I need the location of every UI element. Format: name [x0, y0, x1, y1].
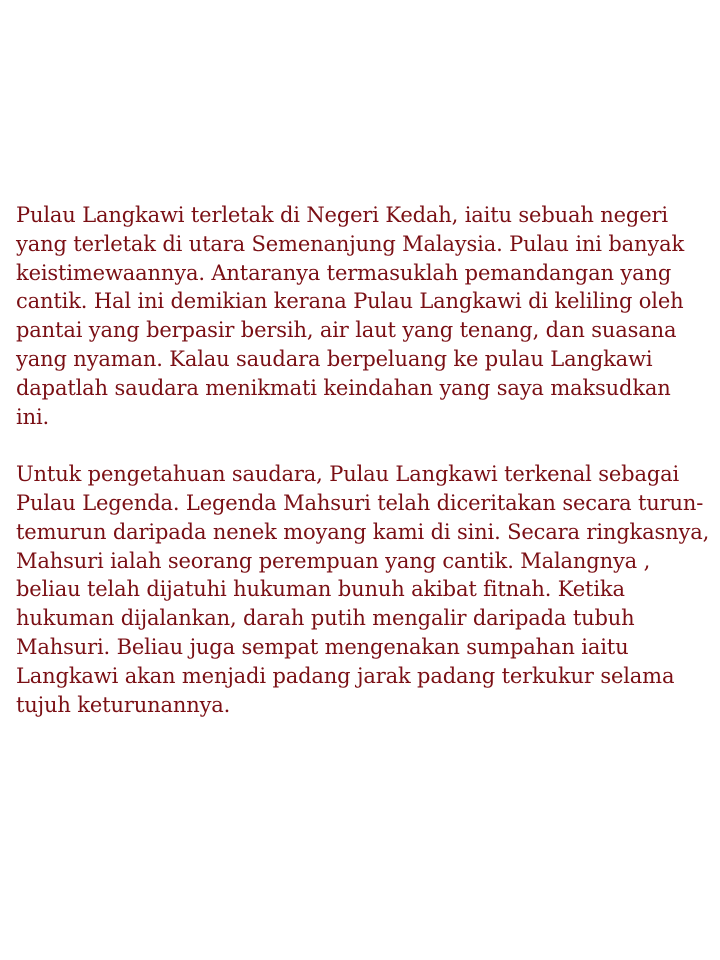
paragraph-line: Pulau Langkawi terletak di Negeri Kedah, iaitu sebuah negeri: [16, 203, 668, 227]
paragraph-line: Untuk pengetahuan saudara, Pulau Langkawi terkenal sebagai: [16, 462, 680, 487]
paragraph-line: Mahsuri ialah seorang perempuan yang cantik. Malangnya ,: [16, 548, 651, 573]
paragraph-langkawi-intro: [16, 201, 716, 431]
paragraph-line: pantai yang berpasir bersih, air laut yang tenang, dan suasana: [16, 318, 677, 343]
paragraph-line: Langkawi akan menjadi padang jarak padang terkukur selama: [16, 663, 675, 688]
paragraph-mahsuri-legend: [16, 460, 716, 719]
paragraph-line: ini.: [16, 404, 50, 429]
document-body: [16, 201, 716, 719]
paragraph-line: keistimewaannya. Antaranya termasuklah pemandangan yang: [16, 260, 672, 285]
paragraph-line: temurun daripada nenek moyang kami di sini. Secara ringkasnya,: [16, 519, 710, 544]
paragraph-line: dapatlah saudara menikmati keindahan yang saya maksudkan: [16, 375, 671, 400]
paragraph-line: yang terletak di utara Semenanjung Malaysia. Pulau ini banyak: [16, 231, 685, 256]
paragraph-line: Mahsuri. Beliau juga sempat mengenakan sumpahan iaitu: [16, 634, 629, 659]
paragraph-line: beliau telah dijatuhi hukuman bunuh akibat fitnah. Ketika: [16, 577, 625, 602]
paragraph-line: Pulau Legenda. Legenda Mahsuri telah diceritakan secara turun-: [16, 490, 704, 515]
paragraph-line: tujuh keturunannya.: [16, 692, 231, 717]
paragraph-line: yang nyaman. Kalau saudara berpeluang ke pulau Langkawi: [16, 346, 653, 371]
paragraph-line: cantik. Hal ini demikian kerana Pulau Langkawi di keliling oleh: [16, 289, 684, 314]
paragraph-line: hukuman dijalankan, darah putih mengalir daripada tubuh: [16, 606, 635, 631]
